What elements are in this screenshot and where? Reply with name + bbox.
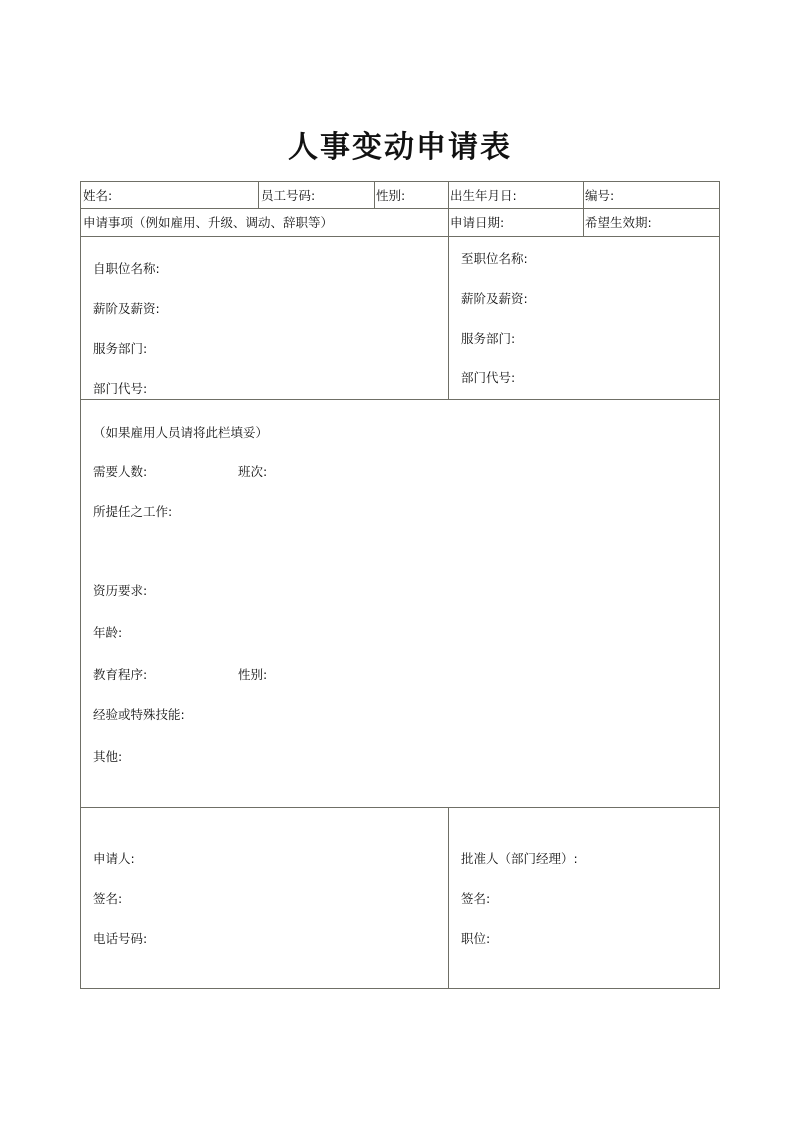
hiring-gender-field[interactable]: 性别: — [238, 667, 268, 682]
birth-date-field[interactable]: 出生年月日: — [450, 188, 517, 203]
form-title: 人事变动申请表 — [288, 130, 512, 165]
column-divider — [448, 807, 449, 989]
applicant-signature-field[interactable]: 签名: — [93, 891, 123, 906]
experience-field[interactable]: 经验或特殊技能: — [93, 707, 185, 722]
other-field[interactable]: 其他: — [93, 749, 123, 764]
applicant-phone-field[interactable]: 电话号码: — [93, 931, 148, 946]
applicant-field[interactable]: 申请人: — [93, 851, 135, 866]
column-divider — [374, 182, 375, 208]
serial-no-field[interactable]: 编号: — [585, 188, 615, 203]
to-dept-code-field[interactable]: 部门代号: — [461, 370, 516, 385]
duties-field[interactable]: 所提任之工作: — [93, 504, 173, 519]
column-divider — [448, 182, 449, 399]
approver-field[interactable]: 批准人（部门经理）: — [461, 851, 578, 866]
from-position-field[interactable]: 自职位名称: — [93, 261, 160, 276]
to-salary-field[interactable]: 薪阶及薪资: — [461, 291, 528, 306]
expected-effective-date-field[interactable]: 希望生效期: — [585, 215, 652, 230]
row-divider — [81, 208, 719, 209]
approver-signature-field[interactable]: 签名: — [461, 891, 491, 906]
to-department-field[interactable]: 服务部门: — [461, 331, 516, 346]
gender-field[interactable]: 性别: — [376, 188, 406, 203]
to-position-field[interactable]: 至职位名称: — [461, 251, 528, 266]
headcount-field[interactable]: 需要人数: — [93, 464, 148, 479]
name-field[interactable]: 姓名: — [83, 188, 113, 203]
row-divider — [81, 807, 719, 808]
row-divider — [81, 399, 719, 400]
from-salary-field[interactable]: 薪阶及薪资: — [93, 301, 160, 316]
application-date-field[interactable]: 申请日期: — [450, 215, 505, 230]
approver-position-field[interactable]: 职位: — [461, 931, 491, 946]
row-divider — [81, 236, 719, 237]
column-divider — [583, 182, 584, 236]
education-field[interactable]: 教育程序: — [93, 667, 148, 682]
personnel-change-form — [80, 181, 720, 989]
age-field[interactable]: 年龄: — [93, 625, 123, 640]
shift-field[interactable]: 班次: — [238, 464, 268, 479]
from-department-field[interactable]: 服务部门: — [93, 341, 148, 356]
column-divider — [258, 182, 259, 208]
from-dept-code-field[interactable]: 部门代号: — [93, 381, 148, 396]
application-item-field[interactable]: 申请事项（例如雇用、升级、调动、辞职等） — [83, 215, 334, 230]
qualifications-field[interactable]: 资历要求: — [93, 583, 148, 598]
employee-no-field[interactable]: 员工号码: — [261, 188, 316, 203]
hiring-note: （如果雇用人员请将此栏填妥） — [93, 425, 269, 440]
